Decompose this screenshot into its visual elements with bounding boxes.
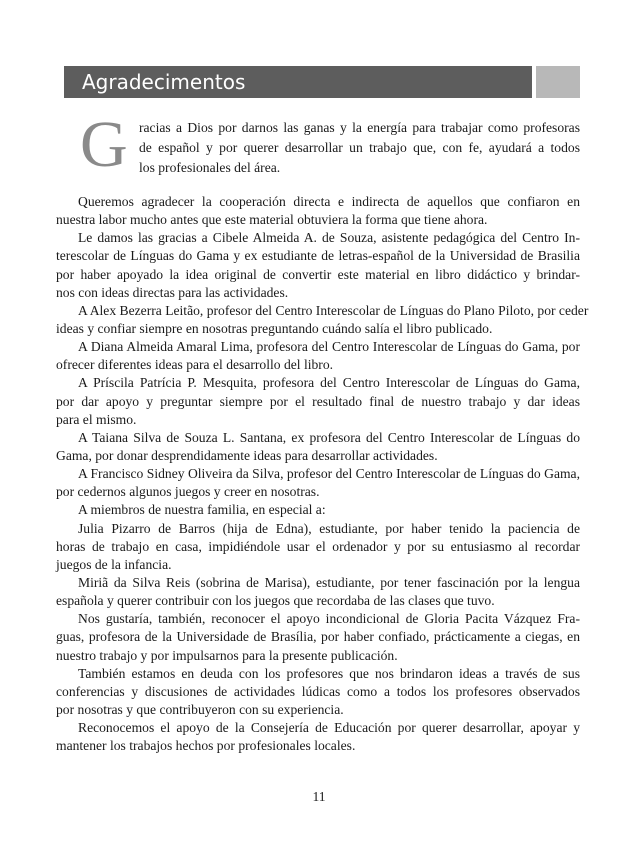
text-line: A Taiana Silva de Souza L. Santana, ex profesora del Centro Interescolar de Línguas do <box>78 429 580 445</box>
text-line: guas, profesora de la Universidade de Brasília, por haber confiado, prácticamente a ciegas, en <box>56 629 580 645</box>
text-line: nuestra labor mucho antes que este material obtuviera la forma que tiene ahora. <box>56 212 488 228</box>
intro-line: racias a Dios por darnos las ganas y la energía para trabajar como profesoras <box>139 120 580 135</box>
text-line: Nos gustaría, también, reconocer el apoyo incondicional de Gloria Pacita Vázquez Fra- <box>78 611 580 627</box>
text-line: A Francisco Sidney Oliveira da Silva, profesor del Centro Interescolar de Línguas do Gama, <box>78 466 580 482</box>
text-line: También estamos en deuda con los profesores que nos brindaron ideas a través de sus <box>78 665 580 681</box>
text-line: nos con ideas directas para las actividades. <box>56 284 289 300</box>
text-line: por nosotras y que contribuyeron con su experiencia. <box>56 701 344 717</box>
text-line: A miembros de nuestra familia, en especial a: <box>78 502 326 518</box>
text-line: Queremos agradecer la cooperación directa e indirecta de aquellos que confiaron en <box>78 194 580 209</box>
text-line: conferencias y discusiones de actividades lúdicas como a todos los profesores observados <box>56 683 580 699</box>
text-line: A Diana Almeida Amaral Lima, profesora del Centro Interescolar de Línguas do Gama, por <box>78 339 580 355</box>
drop-cap: G <box>80 108 128 181</box>
text-line: española y querer contribuir con los juegos que recordaba de las clases que tuvo. <box>56 593 495 609</box>
text-line: Le damos las gracias a Cibele Almeida A. de Souza, asistente pedagógica del Centro In- <box>78 230 580 246</box>
page-number: 11 <box>312 789 326 804</box>
text-line: horas de trabajo en casa, impidiéndole usar el ordenador y por su entusiasmo al recordar <box>56 538 580 554</box>
intro-line: los profesionales del área. <box>139 160 281 175</box>
text-line: A Príscila Patrícia P. Mesquita, profesora del Centro Interescolar de Línguas do Gama, <box>78 375 580 391</box>
intro-line: de español y por querer desarrollar un trabajo que, con fe, ayudará a todos <box>139 140 580 155</box>
text-line: Miriã da Silva Reis (sobrina de Marisa), estudiante, por tener fascinación por la lengua <box>78 574 580 590</box>
section-title: Agradecimentos <box>82 70 246 94</box>
text-line: juegos de la infancia. <box>56 556 172 572</box>
intro-paragraph <box>64 108 580 181</box>
text-line: mantener los trabajos hechos por profesionales locales. <box>56 738 356 754</box>
text-line: para el mismo. <box>56 411 137 427</box>
text-line: nuestro trabajo y por impulsarnos para la presente publicación. <box>56 647 398 663</box>
text-line: por haber apoyado la idea original de convertir este material en libro didáctico y brindar- <box>56 266 580 282</box>
text-line: ofrecer diferentes ideas para el desarrollo del libro. <box>56 357 334 373</box>
text-line: A Alex Bezerra Leitão, profesor del Centro Interescolar de Línguas do Plano Piloto, por ceder <box>78 302 589 318</box>
text-line: Reconocemos el apoyo de la Consejería de Educación por querer desarrollar, apoyar y <box>78 720 580 736</box>
text-line: ideas y confiar siempre en nosotras preguntando cuándo salía el libro publicado. <box>56 320 493 336</box>
acknowledgements-body <box>56 183 589 755</box>
text-line: por dar apoyo y preguntar siempre por el resultado final de nuestro trabajo y dar ideas <box>56 393 580 409</box>
text-line: Julia Pizarro de Barros (hija de Edna), estudiante, por haber tenido la paciencia de <box>78 520 580 536</box>
text-line: por cedernos algunos juegos y creer en nosotras. <box>56 484 320 500</box>
header-accent-block <box>536 66 580 98</box>
text-line: Gama, por donar desprendidamente ideas para desarrollar actividades. <box>56 447 438 463</box>
section-header-bar <box>64 66 532 98</box>
text-line: terescolar de Línguas do Gama y ex estudiante de letras-español de la Universidad de Brasilia <box>56 248 580 264</box>
